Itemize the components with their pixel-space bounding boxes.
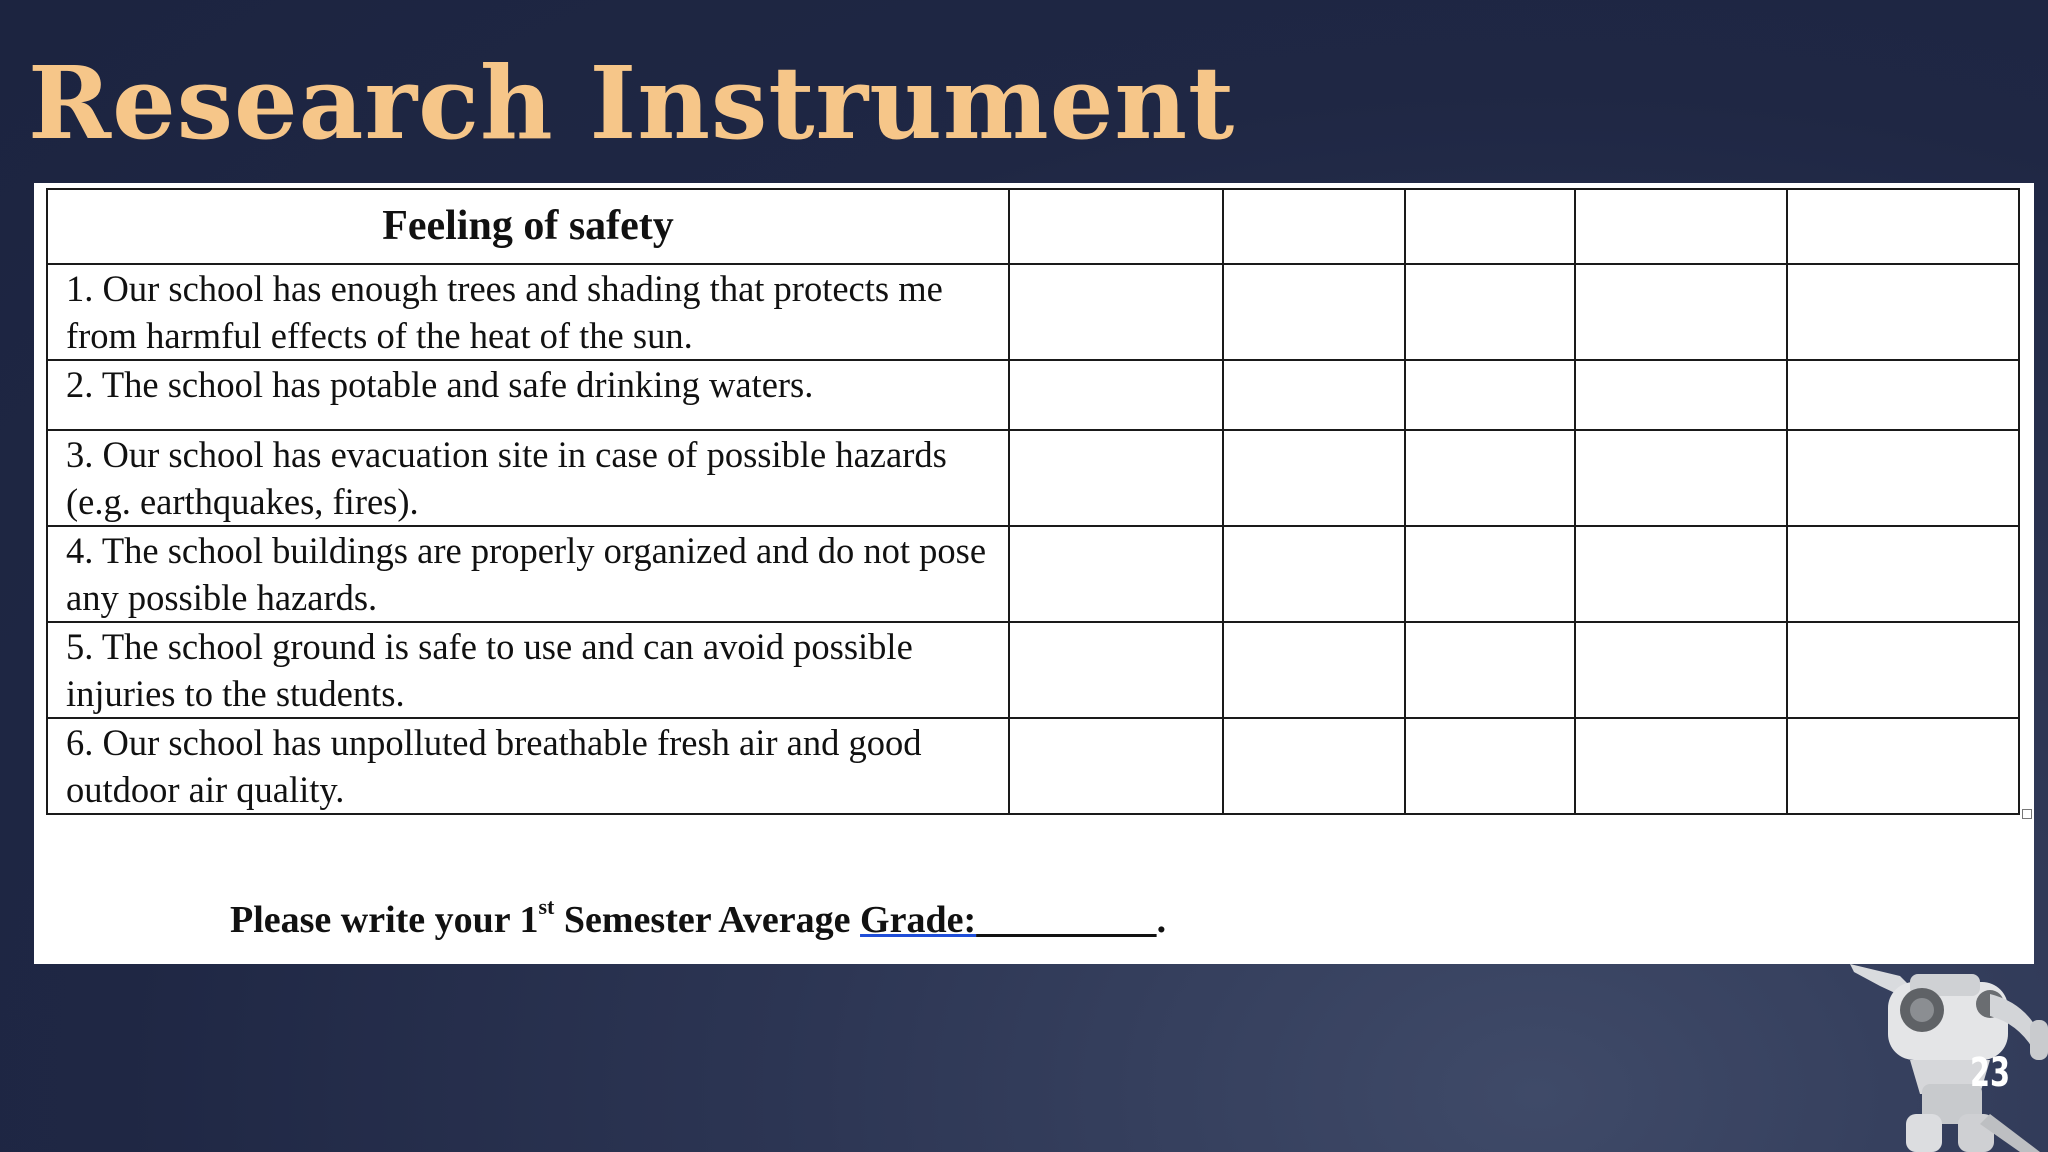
- rating-cell[interactable]: [1575, 526, 1787, 622]
- rating-cell[interactable]: [1223, 622, 1405, 718]
- grade-label: Grade:: [860, 899, 977, 941]
- grade-blank-field[interactable]: [976, 899, 1157, 941]
- survey-item-text: 5. The school ground is safe to use and can avoid possible injuries to the students.: [47, 622, 1009, 718]
- survey-item-text: 6. Our school has unpolluted breathable fresh air and good outdoor air quality.: [47, 718, 1009, 814]
- rating-cell[interactable]: [1405, 718, 1575, 814]
- rating-cell[interactable]: [1009, 430, 1223, 526]
- table-row: [47, 430, 2019, 526]
- rating-cell[interactable]: [1009, 264, 1223, 360]
- rating-cell[interactable]: [1787, 189, 2019, 264]
- grade-prompt-end: .: [1156, 899, 1167, 941]
- grade-prompt-prefix: Please write your 1: [230, 899, 539, 941]
- grade-prompt-middle: Semester Average: [554, 899, 861, 941]
- rating-cell[interactable]: [1787, 360, 2019, 430]
- robot-icon: [1840, 964, 2048, 1152]
- rating-cell[interactable]: [1405, 360, 1575, 430]
- rating-cell[interactable]: [1405, 526, 1575, 622]
- survey-item-text: 4. The school buildings are properly organized and do not pose any possible hazards.: [47, 526, 1009, 622]
- rating-cell[interactable]: [1223, 526, 1405, 622]
- rating-cell[interactable]: [1009, 360, 1223, 430]
- rating-cell[interactable]: [1575, 430, 1787, 526]
- rating-cell[interactable]: [1575, 189, 1787, 264]
- section-header: Feeling of safety: [47, 189, 1009, 264]
- rating-cell[interactable]: [1223, 360, 1405, 430]
- rating-cell[interactable]: [1575, 360, 1787, 430]
- rating-cell[interactable]: [1223, 264, 1405, 360]
- table-row: [47, 264, 2019, 360]
- rating-cell[interactable]: [1405, 430, 1575, 526]
- rating-cell[interactable]: [1223, 189, 1405, 264]
- survey-item-text: 3. Our school has evacuation site in case of possible hazards (e.g. earthquakes, fires).: [47, 430, 1009, 526]
- slide-title: Research Instrument: [28, 44, 1236, 162]
- rating-cell[interactable]: [1787, 718, 2019, 814]
- document-screenshot: [34, 183, 2034, 964]
- rating-cell[interactable]: [1223, 430, 1405, 526]
- survey-item-text: 2. The school has potable and safe drinking waters.: [47, 360, 1009, 430]
- rating-cell[interactable]: [1405, 189, 1575, 264]
- page-number: 23: [1969, 1050, 2011, 1096]
- rating-cell[interactable]: [1009, 526, 1223, 622]
- rating-cell[interactable]: [1787, 430, 2019, 526]
- section-header-row: [47, 189, 2019, 264]
- rating-cell[interactable]: [1223, 718, 1405, 814]
- table-resize-handle[interactable]: [2022, 809, 2032, 819]
- rating-cell[interactable]: [1575, 264, 1787, 360]
- rating-cell[interactable]: [1405, 264, 1575, 360]
- grade-prompt-superscript: st: [538, 894, 555, 919]
- survey-item-text: 1. Our school has enough trees and shading that protects me from harmful effects of the heat of the sun.: [47, 264, 1009, 360]
- table-row: [47, 360, 2019, 430]
- rating-cell[interactable]: [1405, 622, 1575, 718]
- rating-cell[interactable]: [1009, 718, 1223, 814]
- table-row: [47, 718, 2019, 814]
- rating-cell[interactable]: [1009, 189, 1223, 264]
- table-row: [47, 526, 2019, 622]
- rating-cell[interactable]: [1575, 718, 1787, 814]
- rating-cell[interactable]: [1787, 622, 2019, 718]
- grade-prompt: [230, 894, 1167, 942]
- survey-table: [46, 188, 2020, 815]
- rating-cell[interactable]: [1787, 526, 2019, 622]
- rating-cell[interactable]: [1787, 264, 2019, 360]
- rating-cell[interactable]: [1009, 622, 1223, 718]
- rating-cell[interactable]: [1575, 622, 1787, 718]
- table-row: [47, 622, 2019, 718]
